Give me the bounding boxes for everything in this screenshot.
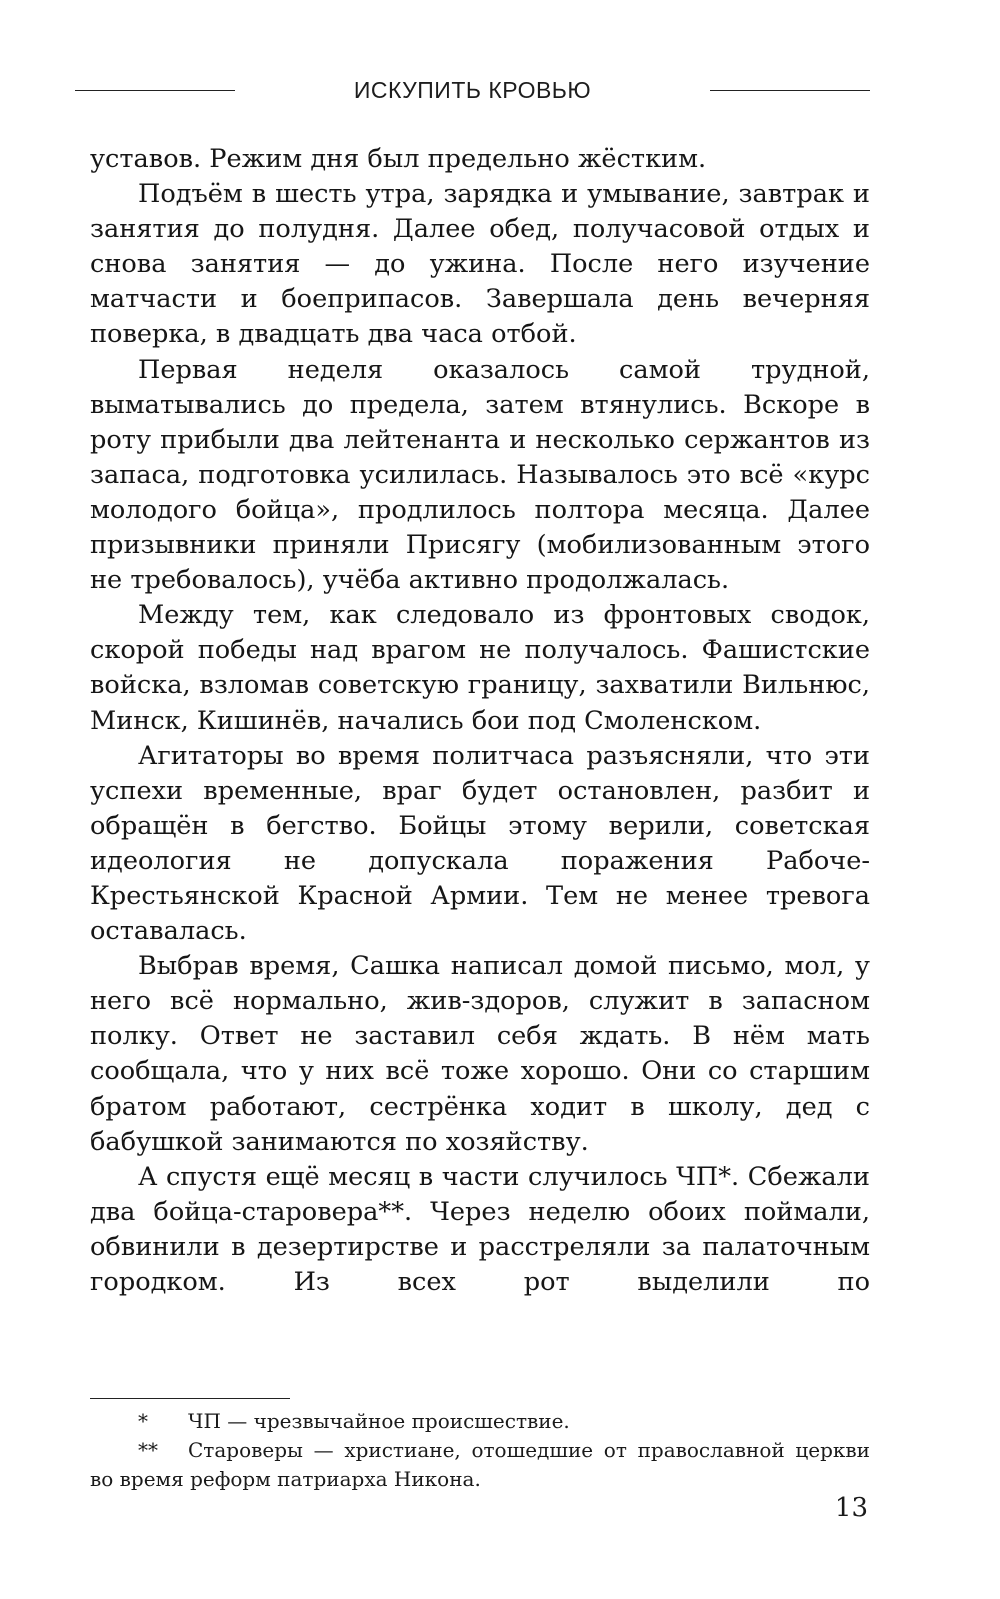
footnote-separator xyxy=(90,1398,290,1399)
paragraph: Подъём в шесть утра, зарядка и умывание, завтрак и занятия до полудня. Далее обед, получасовой отдых и снова занятия — до ужина. После него изучение матчасти и боеприпасов. Завершала день вечерняя поверка, в двадцать два часа отбой. xyxy=(90,179,870,350)
paragraph: уставов. Режим дня был предельно жёстким. xyxy=(90,144,707,174)
running-header xyxy=(75,72,870,108)
header-rule-right xyxy=(710,90,870,91)
page-number: 13 xyxy=(834,1493,868,1523)
header-rule-left xyxy=(75,90,235,91)
footnote-text: ЧП — чрезвычайное происшествие. xyxy=(188,1409,570,1433)
body-text xyxy=(90,142,870,1300)
paragraph: Агитаторы во время политчаса разъясняли, что эти успехи временные, враг будет остановлен, разбит и обращён в бегство. Бойцы этому верили, советская идеология не допускала поражения Рабоче-Крестьянской Красной Армии. Тем не менее тревога оставалась. xyxy=(90,740,870,947)
running-header-title: ИСКУПИТЬ КРОВЬЮ xyxy=(353,76,592,103)
footnote xyxy=(90,1407,870,1436)
paragraph: Выбрав время, Сашка написал домой письмо, мол, у него всё нормально, жив-здоров, служит в запасном полку. Ответ не заставил себя ждать. В нём мать сообщала, что у них всё тоже хорошо. Они со старшим братом работают, сестрёнка ходит в школу, дед с бабушкой занимаются по хозяйству. xyxy=(90,951,870,1157)
paragraph: А спустя ещё месяц в части случилось ЧП*. Сбежали два бойца-старовера**. Через неделю обоих поймали, обвинили в дезертирстве и расстреляли за палаточным городком. Из всех рот выделили по xyxy=(90,1161,870,1297)
footnote-mark: * xyxy=(138,1409,148,1433)
footnote xyxy=(90,1436,870,1494)
paragraph: Первая неделя оказалось самой трудной, выматывались до предела, затем втянулись. Вскоре в роту прибыли два лейтенанта и несколько сержантов из запаса, подготовка усилилась. Называлось это всё «курс молодого бойца», продлилось полтора месяца. Далее призывники приняли Присягу (мобилизованным этого не требовалось), учёба активно продолжалась. xyxy=(90,354,870,596)
footnote-text: Староверы — христиане, отошедшие от православной церкви во время реформ патриарха Никона. xyxy=(90,1438,870,1491)
footnotes xyxy=(90,1407,870,1494)
footnote-mark: ** xyxy=(138,1438,158,1462)
paragraph: Между тем, как следовало из фронтовых сводок, скорой победы над врагом не получалось. Фашистские войска, взломав советскую границу, захватили Вильнюс, Минск, Кишинёв, начались бои под Смоленском. xyxy=(90,600,870,736)
